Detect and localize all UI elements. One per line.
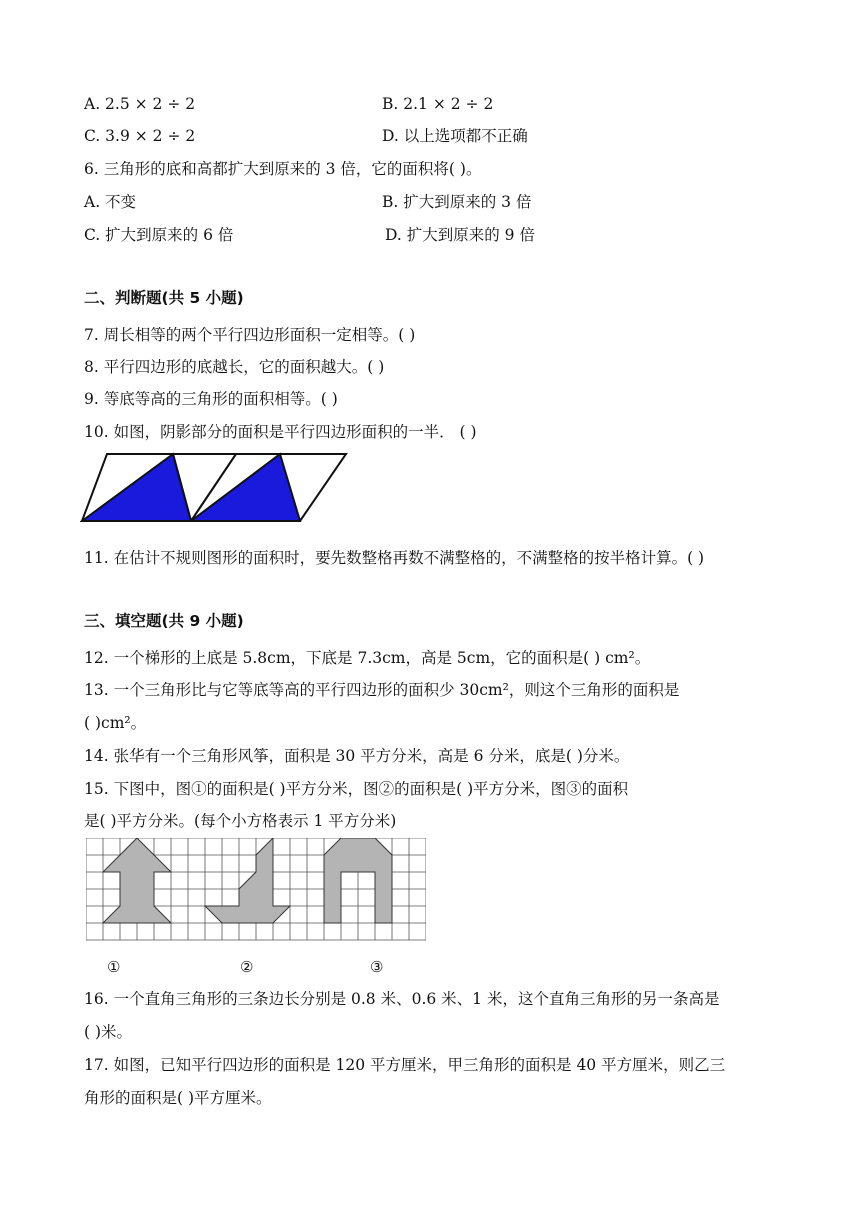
q13-text-line2: ( )cm²。 <box>84 714 147 732</box>
q5-option-d: D. 以上选项都不正确 <box>382 127 528 145</box>
q15-grid-figure <box>86 838 426 942</box>
section-3-title: 三、填空题(共 9 小题) <box>84 612 244 630</box>
q6-option-b: B. 扩大到原来的 3 倍 <box>382 193 532 211</box>
q17-text-line1: 17. 如图，已知平行四边形的面积是 120 平方厘米，甲三角形的面积是 40 平方厘米，则乙三 <box>84 1056 726 1074</box>
figure-1-shape <box>103 838 171 923</box>
figure-2-shape <box>205 838 290 923</box>
q5-option-c: C. 3.9 × 2 ÷ 2 <box>84 127 196 145</box>
q6-stem: 6. 三角形的底和高都扩大到原来的 3 倍，它的面积将( )。 <box>84 160 482 178</box>
figure-2-label: ② <box>240 958 254 976</box>
q6-option-a: A. 不变 <box>84 193 137 211</box>
q15-text-line2: 是( )平方分米。(每个小方格表示 1 平方分米) <box>84 812 397 830</box>
q12-text: 12. 一个梯形的上底是 5.8cm，下底是 7.3cm，高是 5cm，它的面积是( ) cm²。 <box>84 649 651 667</box>
q11-text: 11. 在估计不规则图形的面积时，要先数整格再数不满整格的，不满整格的按半格计算。( ) <box>84 549 705 567</box>
q16-text-line2: ( )米。 <box>84 1023 133 1041</box>
q6-option-c: C. 扩大到原来的 6 倍 <box>84 226 234 244</box>
q5-option-a: A. 2.5 × 2 ÷ 2 <box>84 95 196 113</box>
figure-1-label: ① <box>107 958 121 976</box>
q10-text: 10. 如图，阴影部分的面积是平行四边形面积的一半． ( ) <box>84 423 477 441</box>
q14-text: 14. 张华有一个三角形风筝，面积是 30 平方分米，高是 6 分米，底是( )分米。 <box>84 747 630 765</box>
q17-text-line2: 角形的面积是( )平方厘米。 <box>84 1089 272 1107</box>
q13-text-line1: 13. 一个三角形比与它等底等高的平行四边形的面积少 30cm²，则这个三角形的面积是 <box>84 681 680 699</box>
q15-text-line1: 15. 下图中，图①的面积是( )平方分米，图②的面积是( )平方分米，图③的面积 <box>84 780 629 798</box>
q10-parallelogram-figure <box>80 452 350 524</box>
q16-text-line1: 16. 一个直角三角形的三条边长分别是 0.8 米、0.6 米、1 米，这个直角三角形的另一条高是 <box>84 990 720 1008</box>
q5-option-b: B. 2.1 × 2 ÷ 2 <box>382 95 494 113</box>
q8-text: 8. 平行四边形的底越长，它的面积越大。( ) <box>84 358 385 376</box>
q7-text: 7. 周长相等的两个平行四边形面积一定相等。( ) <box>84 326 416 344</box>
q6-option-d: D. 扩大到原来的 9 倍 <box>385 226 535 244</box>
q9-text: 9. 等底等高的三角形的面积相等。( ) <box>84 390 338 408</box>
figure-3-label: ③ <box>370 958 384 976</box>
section-2-title: 二、判断题(共 5 小题) <box>84 289 244 307</box>
